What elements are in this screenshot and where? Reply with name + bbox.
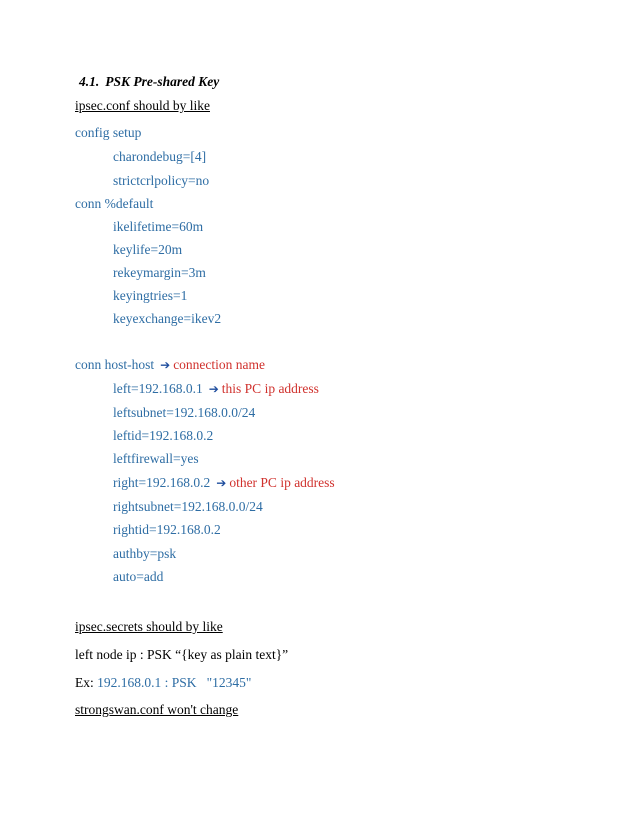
config-line: charondebug=[4] [113,149,207,164]
conn-host-title: conn host-host [75,357,155,372]
config-line: auto=add [113,569,164,584]
config-line: rightsubnet=192.168.0.0/24 [113,499,263,514]
config-line: keylife=20m [113,242,183,257]
strongswan-label: strongswan.conf won't change [75,702,239,717]
secrets-format: left node ip : PSK “{key as plain text}” [75,647,289,662]
config-line: rekeymargin=3m [113,265,206,280]
config-line: strictcrlpolicy=no [113,173,210,188]
conn-default-title: conn %default [75,196,154,211]
conn-host-line [75,357,265,373]
section-title: PSK Pre-shared Key [105,74,220,89]
left-note: this PC ip address [221,381,319,396]
config-line: keyingtries=1 [113,288,188,303]
right-text: right=192.168.0.2 [113,475,211,490]
config-line: authby=psk [113,546,177,561]
example-line [75,675,251,691]
config-line: leftfirewall=yes [113,451,199,466]
config-line: ikelifetime=60m [113,219,204,234]
arrow-right-icon: ➔ [208,382,219,396]
conn-host-note: connection name [173,357,266,372]
config-line: leftsubnet=192.168.0.0/24 [113,405,256,420]
arrow-right-icon: ➔ [160,358,171,372]
arrow-right-icon: ➔ [216,476,227,490]
config-setup-title: config setup [75,125,142,140]
ipsec-secrets-label: ipsec.secrets should by like [75,619,223,634]
left-line [113,381,319,397]
right-note: other PC ip address [229,475,335,490]
example-value: 192.168.0.1 : PSK "12345" [97,675,252,690]
left-text: left=192.168.0.1 [113,381,203,396]
example-prefix: Ex: [75,675,94,690]
config-line: leftid=192.168.0.2 [113,428,214,443]
section-heading [79,74,219,90]
config-line: rightid=192.168.0.2 [113,522,221,537]
config-line: keyexchange=ikev2 [113,311,222,326]
section-number: 4.1. [79,74,100,89]
ipsec-conf-label: ipsec.conf should by like [75,98,210,113]
right-line [113,475,335,491]
